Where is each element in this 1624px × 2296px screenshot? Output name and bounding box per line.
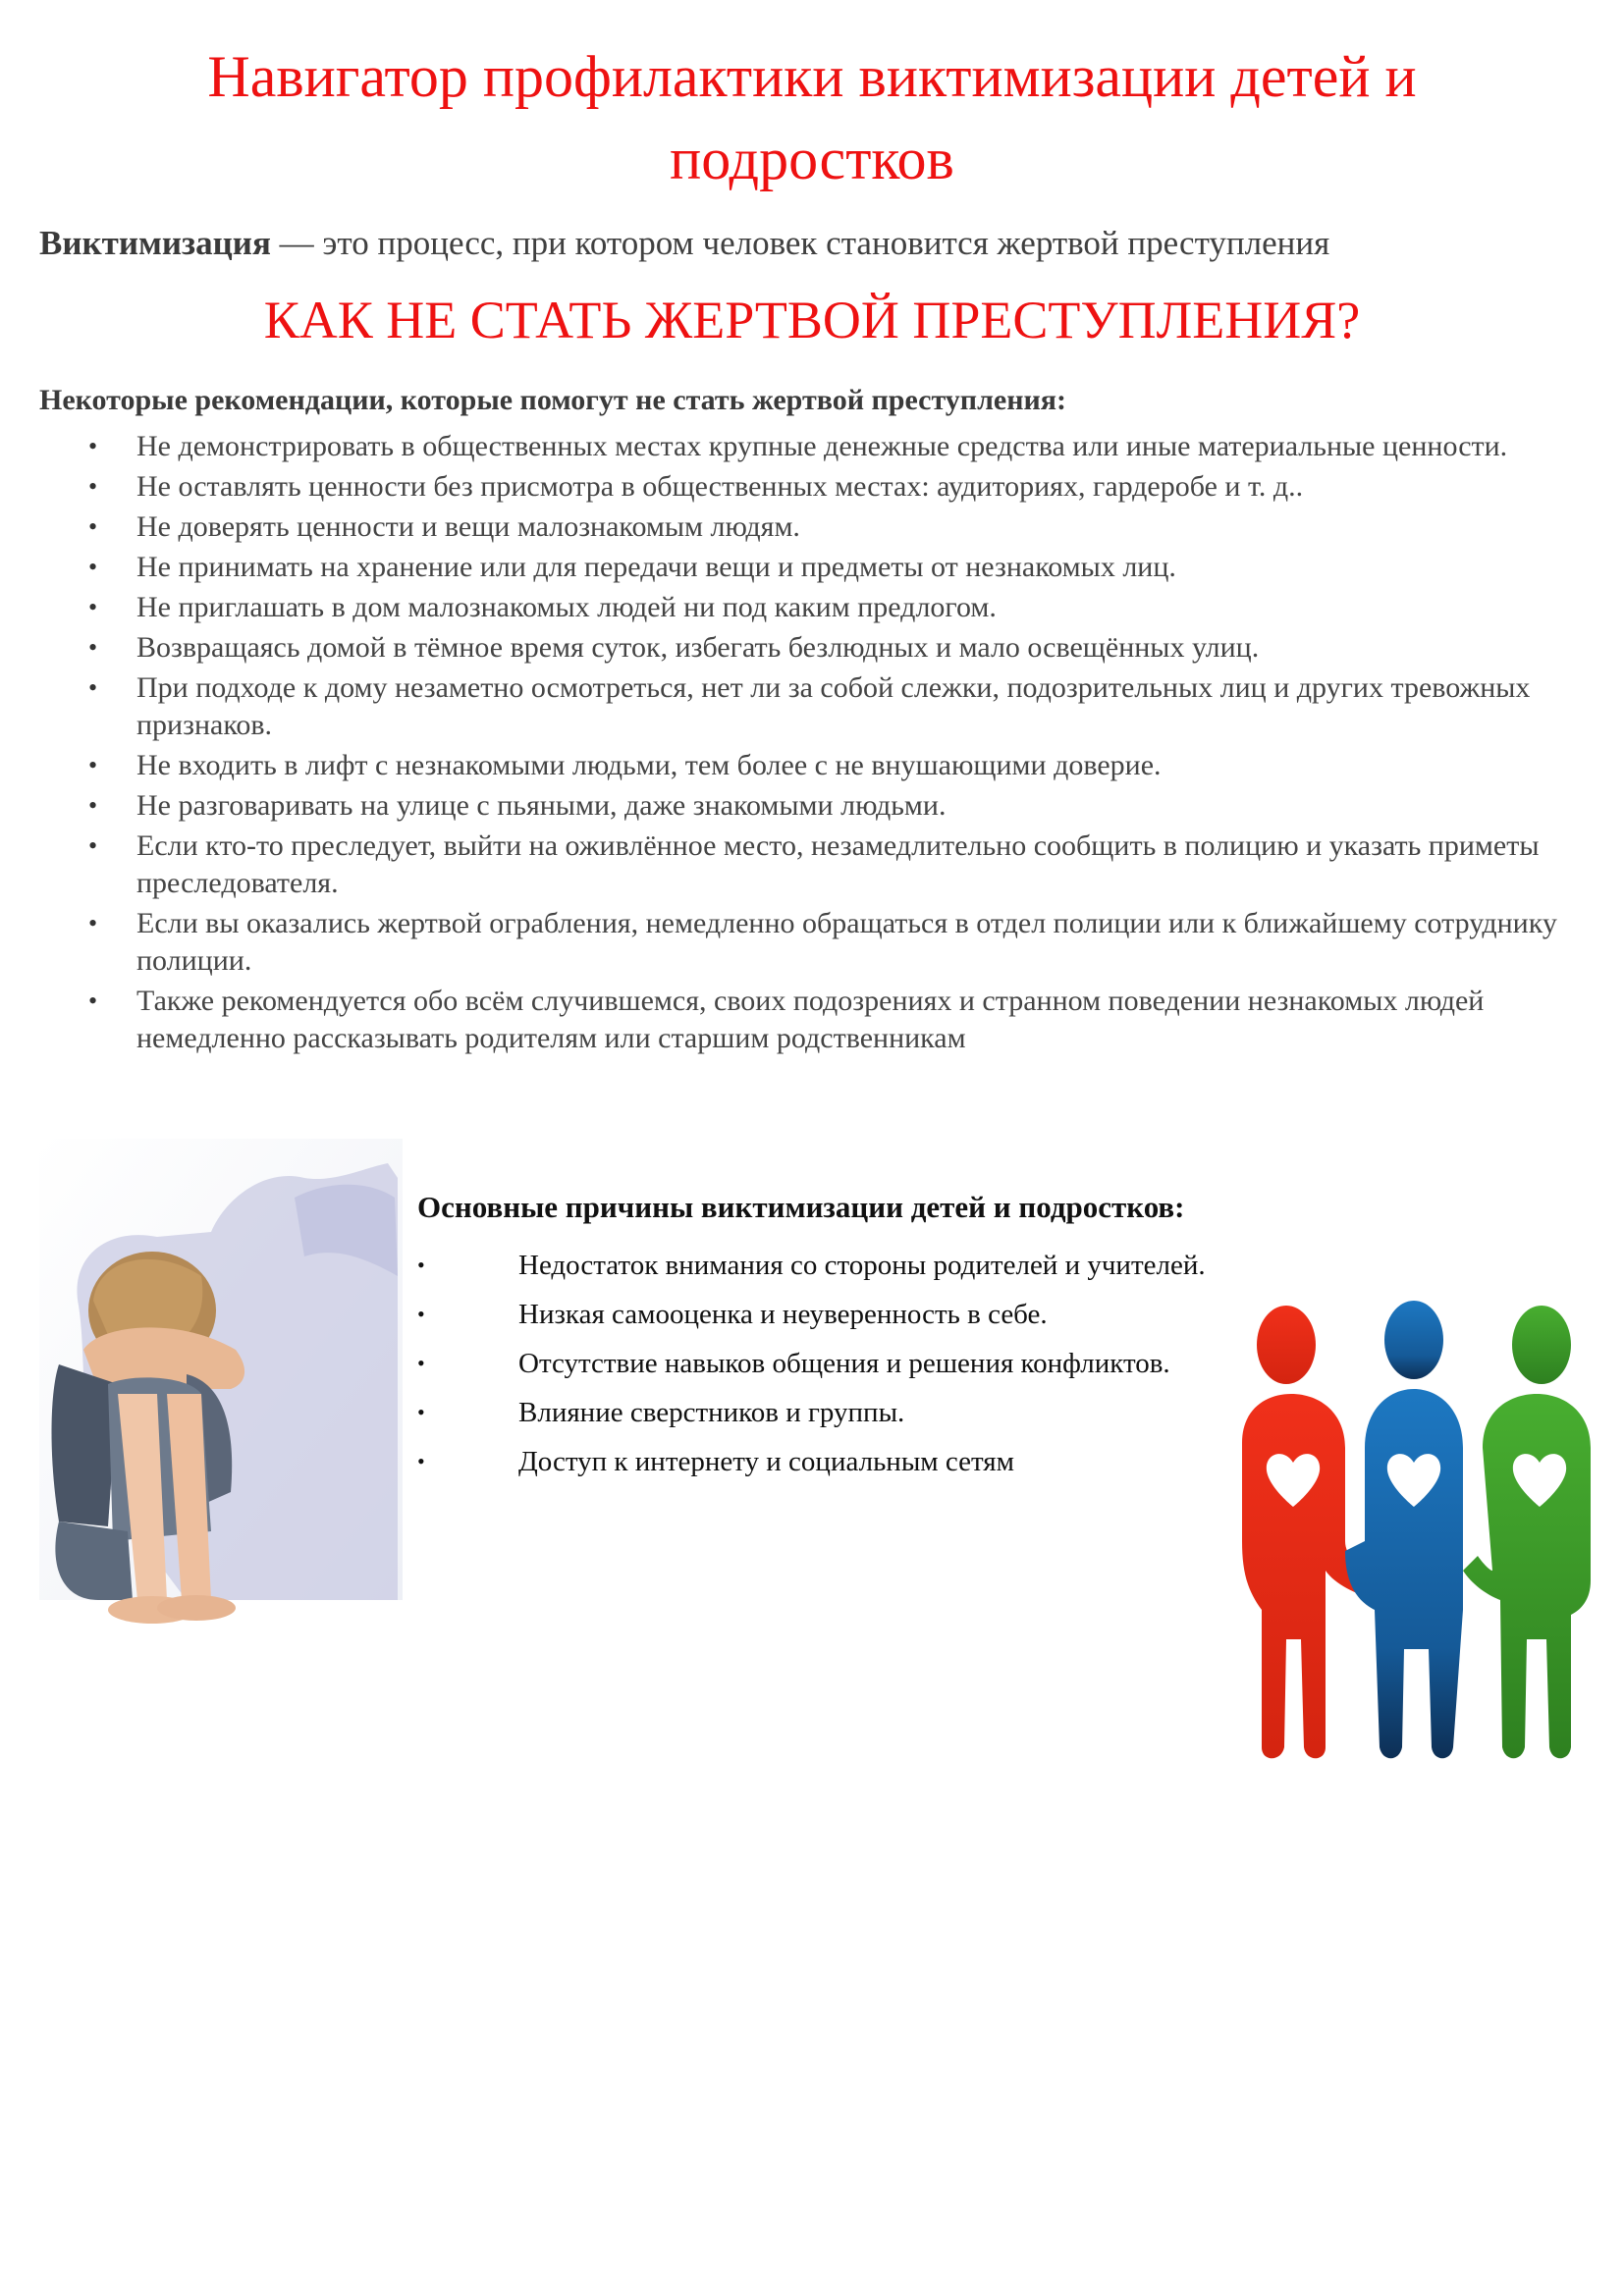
list-item: • Не оставлять ценности без присмотра в общественных местах: аудиториях, гардеробе и т. д.. (39, 468, 1591, 506)
list-item: • Если кто-то преследует, выйти на оживлённое место, незамедлительно сообщить в полицию и указать приметы преследователя. (88, 829, 1540, 899)
list-item: • Доступ к интернету и социальным сетям (417, 1437, 1262, 1486)
three-figures-hearts-logo (1227, 1286, 1600, 1767)
causes-heading: Основные причины виктимизации детей и подростков: (417, 1190, 1185, 1224)
page-title: Навигатор профилактики виктимизации детей и подростков (207, 44, 1417, 191)
causes-section (417, 1186, 1262, 1486)
bullet-icon: • (88, 432, 98, 460)
blue-figure (1345, 1301, 1463, 1758)
list-item: • Не разговаривать на улице с пьяными, даже знакомыми людьми. (39, 787, 1591, 825)
list-item: • При подходе к дому незаметно осмотреться, нет ли за собой слежки, подозрительных лиц и других тревожных признаков. (88, 671, 1531, 741)
list-item: • Не доверять ценности и вещи малознакомым людям. (39, 508, 1591, 546)
green-figure (1463, 1306, 1591, 1758)
definition (39, 220, 1591, 267)
bullet-icon: • (88, 751, 98, 779)
section-subtitle: КАК НЕ СТАТЬ ЖЕРТВОЙ ПРЕСТУПЛЕНИЯ? (263, 291, 1361, 349)
bullet-icon: • (417, 1400, 425, 1424)
bullet-icon: • (88, 909, 98, 937)
bullet-icon: • (88, 791, 98, 820)
list-item: • Не входить в лифт с незнакомыми людьми, тем более с не внушающими доверие. (39, 747, 1591, 784)
list-item: • Также рекомендуется обо всём случившемся, своих подозрениях и странном поведении незнакомых людей немедленно рассказывать родителям или старшим родственникам (88, 985, 1485, 1054)
red-figure (1242, 1306, 1384, 1758)
bullet-icon: • (88, 512, 98, 541)
list-item: • Не приглашать в дом малознакомых людей ни под каким предлогом. (39, 589, 1591, 626)
bullet-icon: • (417, 1351, 425, 1375)
list-item: • Влияние сверстников и группы. (417, 1388, 1262, 1437)
bullet-icon: • (88, 673, 98, 702)
list-item: • Не демонстрировать в общественных местах крупные денежные средства или иные материальные ценности. (39, 428, 1591, 465)
bullet-icon: • (88, 472, 98, 501)
recommendations-intro: Некоторые рекомендации, которые помогут не стать жертвой преступления: (39, 384, 1067, 416)
bullet-icon: • (417, 1302, 425, 1326)
list-item: • Не принимать на хранение или для передачи вещи и предметы от незнакомых лиц. (39, 549, 1591, 586)
list-item: • Отсутствие навыков общения и решения конфликтов. (417, 1339, 1262, 1388)
definition-text: — это процесс, при котором человек становится жертвой преступления (270, 224, 1330, 262)
list-item: • Возвращаясь домой в тёмное время суток, избегать безлюдных и мало освещённых улиц. (39, 629, 1591, 667)
bullet-icon: • (417, 1253, 425, 1277)
definition-term: Виктимизация (39, 224, 271, 262)
list-item: • Недостаток внимания со стороны родителей и учителей. (417, 1241, 1262, 1290)
bullet-icon: • (417, 1449, 425, 1473)
bullet-icon: • (88, 633, 98, 662)
bullet-icon: • (88, 593, 98, 621)
bullet-icon: • (88, 831, 98, 860)
bullet-icon: • (88, 987, 98, 1015)
bullet-icon: • (88, 553, 98, 581)
causes-list (417, 1241, 1262, 1486)
list-item: • Низкая самооценка и неуверенность в себе. (417, 1290, 1262, 1339)
sad-child-photo (39, 1139, 403, 1669)
list-item: • Если вы оказались жертвой ограбления, немедленно обращаться в отдел полиции или к ближайшему сотруднику полиции. (88, 907, 1557, 977)
recommendations-list (39, 428, 1591, 1060)
